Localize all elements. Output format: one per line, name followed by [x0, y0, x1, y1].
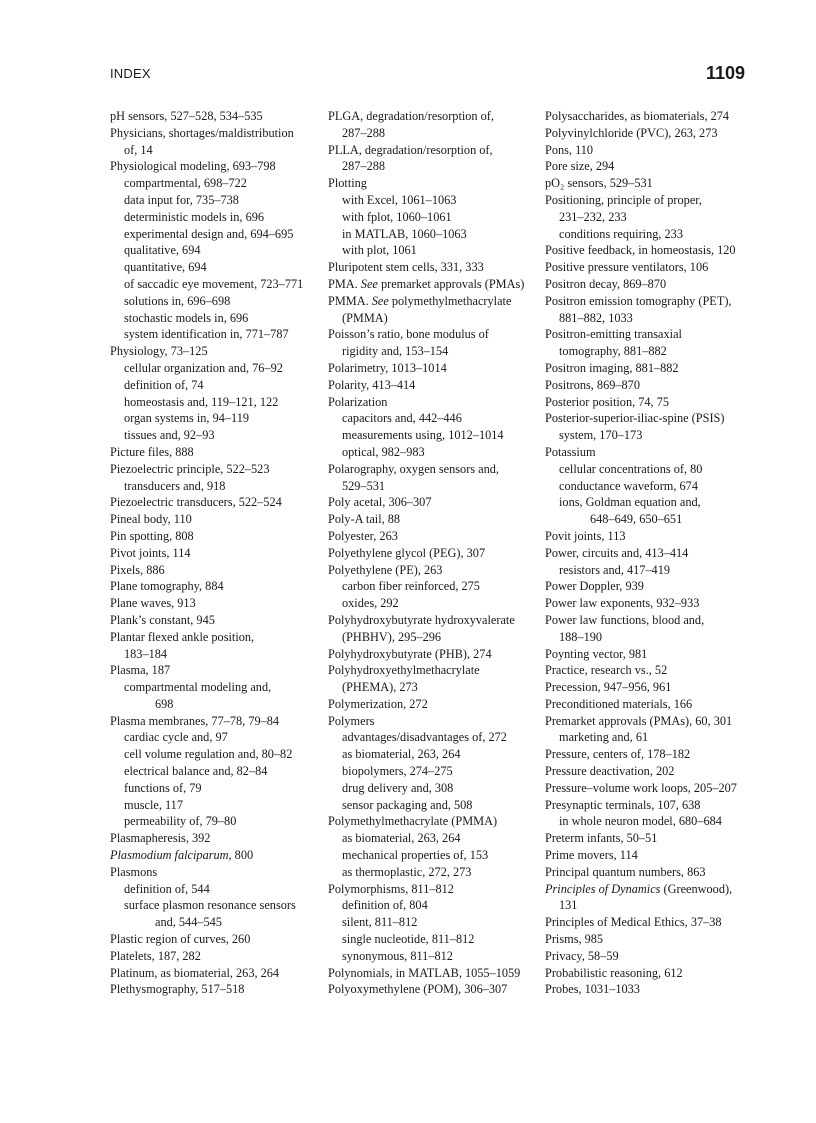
index-entry: Plasmons [110, 864, 158, 879]
index-subentry: system, 170–173 [559, 428, 643, 443]
index-subentry: definition of, 804 [342, 898, 428, 913]
index-subentry: tomography, 881–882 [559, 344, 667, 359]
index-entry: Plotting [328, 176, 367, 191]
index-column-3 [545, 108, 750, 998]
index-entry: Polyester, 263 [328, 528, 398, 543]
index-subentry: tissues and, 92–93 [124, 428, 215, 443]
index-entry: Power law functions, blood and, [545, 612, 705, 627]
index-subentry: and, 544–545 [155, 915, 222, 930]
index-entry: Polarography, oxygen sensors and, [328, 461, 499, 476]
index-entry: Polarization [328, 394, 388, 409]
index-entry: Positive pressure ventilators, 106 [545, 260, 709, 275]
index-subentry: conditions requiring, 233 [559, 226, 683, 241]
index-subentry: conductance waveform, 674 [559, 478, 698, 493]
index-entry: Positron imaging, 881–882 [545, 360, 679, 375]
index-entry: Platinum, as biomaterial, 263, 264 [110, 965, 280, 980]
index-entry: Polynomials, in MATLAB, 1055–1059 [328, 965, 521, 980]
index-subentry: 648–649, 650–651 [590, 512, 683, 527]
index-entry: PMA. See premarket approvals (PMAs) [328, 276, 525, 291]
index-column-2 [328, 108, 533, 998]
index-subentry: synonymous, 811–812 [342, 948, 453, 963]
index-subentry: 183–184 [124, 646, 168, 661]
index-subentry: definition of, 74 [124, 377, 204, 392]
index-subentry: cardiac cycle and, 97 [124, 730, 228, 745]
index-subentry: cellular organization and, 76–92 [124, 360, 283, 375]
index-subentry: as thermoplastic, 272, 273 [342, 864, 472, 879]
index-subentry: of saccadic eye movement, 723–771 [124, 276, 304, 291]
index-entry: Positive feedback, in homeostasis, 120 [545, 243, 736, 258]
index-subentry: (PHEMA), 273 [342, 680, 418, 695]
index-entry: Pivot joints, 114 [110, 545, 191, 560]
index-entry: Polyhydroxybutyrate hydroxyvalerate [328, 612, 515, 627]
index-subentry: in MATLAB, 1060–1063 [342, 226, 467, 241]
index-subentry: drug delivery and, 308 [342, 780, 454, 795]
index-subentry: of, 14 [124, 142, 153, 157]
index-entry: Potassium [545, 444, 596, 459]
index-entry: Plasma membranes, 77–78, 79–84 [110, 713, 280, 728]
index-subentry: electrical balance and, 82–84 [124, 764, 268, 779]
index-entry: Power law exponents, 932–933 [545, 596, 700, 611]
index-entry: Prime movers, 114 [545, 848, 638, 863]
index-subentry: 131 [559, 898, 578, 913]
index-entry: Pressure deactivation, 202 [545, 764, 675, 779]
index-subentry: 881–882, 1033 [559, 310, 633, 325]
index-entry: Power Doppler, 939 [545, 579, 644, 594]
index-subentry: deterministic models in, 696 [124, 209, 265, 224]
index-entry: Poynting vector, 981 [545, 646, 648, 661]
index-entry: Posterior position, 74, 75 [545, 394, 669, 409]
index-subentry: 231–232, 233 [559, 209, 627, 224]
index-subentry: marketing and, 61 [559, 730, 649, 745]
index-entry: Piezoelectric transducers, 522–524 [110, 495, 282, 510]
index-entry: Plane tomography, 884 [110, 579, 224, 594]
index-entry: Plantar flexed ankle position, [110, 629, 255, 644]
index-subentry: sensor packaging and, 508 [342, 797, 473, 812]
index-entry: Povit joints, 113 [545, 528, 626, 543]
index-column-1 [110, 108, 315, 998]
index-entry: Presynaptic terminals, 107, 638 [545, 797, 701, 812]
index-subentry: cellular concentrations of, 80 [559, 461, 703, 476]
index-entry: pO₂ sensors, 529–531 [545, 176, 653, 191]
index-entry: Principles of Medical Ethics, 37–38 [545, 915, 722, 930]
index-subentry: permeability of, 79–80 [124, 814, 237, 829]
index-entry: PMMA. See polymethylmethacrylate [328, 293, 512, 308]
index-subentry: 529–531 [342, 478, 386, 493]
index-entry: PLLA, degradation/resorption of, [328, 142, 493, 157]
index-entry: Piezoelectric principle, 522–523 [110, 461, 270, 476]
index-subentry: definition of, 544 [124, 881, 210, 896]
index-entry: Principal quantum numbers, 863 [545, 864, 706, 879]
index-entry: Positron-emitting transaxial [545, 327, 682, 342]
index-entry: Polymethylmethacrylate (PMMA) [328, 814, 498, 829]
index-entry: Polyethylene glycol (PEG), 307 [328, 545, 486, 560]
index-entry: Premarket approvals (PMAs), 60, 301 [545, 713, 733, 728]
index-entry: Preterm infants, 50–51 [545, 831, 658, 846]
index-subentry: data input for, 735–738 [124, 192, 239, 207]
index-entry: Preconditioned materials, 166 [545, 696, 693, 711]
index-entry: Probabilistic reasoning, 612 [545, 965, 683, 980]
index-entry: Positioning, principle of proper, [545, 192, 702, 207]
index-subentry: mechanical properties of, 153 [342, 848, 489, 863]
index-entry: Physiological modeling, 693–798 [110, 159, 276, 174]
index-subentry: capacitors and, 442–446 [342, 411, 462, 426]
index-subentry: experimental design and, 694–695 [124, 226, 294, 241]
index-entry: Physicians, shortages/maldistribution [110, 125, 294, 140]
index-entry: Pore size, 294 [545, 159, 615, 174]
index-subentry: biopolymers, 274–275 [342, 764, 453, 779]
index-subentry: resistors and, 417–419 [559, 562, 671, 577]
index-entry: Polymorphisms, 811–812 [328, 881, 454, 896]
index-entry: Power, circuits and, 413–414 [545, 545, 689, 560]
index-subentry: with fplot, 1060–1061 [342, 209, 452, 224]
index-entry: Poly acetal, 306–307 [328, 495, 432, 510]
index-subentry: stochastic models in, 696 [124, 310, 249, 325]
index-subentry: 698 [155, 696, 174, 711]
index-entry: Pons, 110 [545, 142, 594, 157]
index-subentry: transducers and, 918 [124, 478, 226, 493]
index-subentry: surface plasmon resonance sensors [124, 898, 296, 913]
index-entry: Poly-A tail, 88 [328, 512, 401, 527]
index-subentry: as biomaterial, 263, 264 [342, 747, 461, 762]
index-entry: Plastic region of curves, 260 [110, 932, 251, 947]
index-entry: Polyoxymethylene (POM), 306–307 [328, 982, 508, 997]
index-subentry: optical, 982–983 [342, 444, 425, 459]
index-entry: Prisms, 985 [545, 932, 604, 947]
index-entry: Pressure–volume work loops, 205–207 [545, 780, 737, 795]
index-entry: Precession, 947–956, 961 [545, 680, 672, 695]
index-entry: Polyhydroxybutyrate (PHB), 274 [328, 646, 492, 661]
index-subentry: system identification in, 771–787 [124, 327, 289, 342]
index-subentry: with Excel, 1061–1063 [342, 192, 457, 207]
index-subentry: cell volume regulation and, 80–82 [124, 747, 293, 762]
index-subentry: measurements using, 1012–1014 [342, 428, 504, 443]
index-subentry: functions of, 79 [124, 780, 202, 795]
index-entry: Posterior-superior-iliac-spine (PSIS) [545, 411, 725, 426]
index-entry: Plane waves, 913 [110, 596, 196, 611]
index-entry: pH sensors, 527–528, 534–535 [110, 109, 263, 123]
index-entry: Pin spotting, 808 [110, 528, 194, 543]
index-subentry: in whole neuron model, 680–684 [559, 814, 722, 829]
index-entry: Positrons, 869–870 [545, 377, 640, 392]
index-subentry: single nucleotide, 811–812 [342, 932, 475, 947]
index-entry: Positron decay, 869–870 [545, 276, 667, 291]
index-entry: Pineal body, 110 [110, 512, 192, 527]
index-subentry: 188–190 [559, 629, 603, 644]
index-entry: Polymers [328, 713, 375, 728]
index-subentry: carbon fiber reinforced, 275 [342, 579, 480, 594]
index-subentry: ions, Goldman equation and, [559, 495, 701, 510]
index-subentry: compartmental, 698–722 [124, 176, 247, 191]
index-entry: PLGA, degradation/resorption of, [328, 109, 494, 123]
index-entry: Plank’s constant, 945 [110, 612, 215, 627]
running-header: INDEX [110, 66, 151, 81]
index-entry: Plasmodium falciparum, 800 [110, 848, 254, 863]
index-subentry: (PHBHV), 295–296 [342, 629, 442, 644]
index-subentry: with plot, 1061 [342, 243, 417, 258]
index-entry: Plasmapheresis, 392 [110, 831, 211, 846]
index-entry: Pressure, centers of, 178–182 [545, 747, 691, 762]
index-entry: Pluripotent stem cells, 331, 333 [328, 260, 484, 275]
index-subentry: quantitative, 694 [124, 260, 207, 275]
index-subentry: oxides, 292 [342, 596, 399, 611]
index-subentry: organ systems in, 94–119 [124, 411, 250, 426]
index-entry: Plethysmography, 517–518 [110, 982, 245, 997]
index-entry: Privacy, 58–59 [545, 948, 619, 963]
index-entry: Plasma, 187 [110, 663, 171, 678]
index-subentry: advantages/disadvantages of, 272 [342, 730, 507, 745]
index-entry: Polyvinylchloride (PVC), 263, 273 [545, 125, 718, 140]
page-number: 1109 [705, 63, 745, 83]
index-entry: Positron emission tomography (PET), [545, 293, 732, 308]
index-subentry: 287–288 [342, 159, 386, 174]
index-entry: Probes, 1031–1033 [545, 982, 640, 997]
index-entry: Polarimetry, 1013–1014 [328, 360, 447, 375]
index-subentry: solutions in, 696–698 [124, 293, 231, 308]
index-entry: Picture files, 888 [110, 444, 194, 459]
index-entry: Polyethylene (PE), 263 [328, 562, 443, 577]
index-subentry: as biomaterial, 263, 264 [342, 831, 461, 846]
index-entry: Platelets, 187, 282 [110, 948, 201, 963]
index-entry: Polarity, 413–414 [328, 377, 416, 392]
index-entry: Pixels, 886 [110, 562, 165, 577]
index-entry: Polymerization, 272 [328, 696, 428, 711]
index-entry: Polyhydroxyethylmethacrylate [328, 663, 480, 678]
index-subentry: silent, 811–812 [342, 915, 418, 930]
index-entry: Practice, research vs., 52 [545, 663, 668, 678]
index-subentry: (PMMA) [342, 310, 388, 325]
index-subentry: compartmental modeling and, [124, 680, 272, 695]
index-entry: Principles of Dynamics (Greenwood), [545, 881, 733, 896]
index-entry: Physiology, 73–125 [110, 344, 208, 359]
index-entry: Polysaccharides, as biomaterials, 274 [545, 109, 730, 123]
index-entry: Poisson’s ratio, bone modulus of [328, 327, 489, 342]
index-subentry: 287–288 [342, 125, 386, 140]
index-subentry: homeostasis and, 119–121, 122 [124, 394, 279, 409]
index-subentry: qualitative, 694 [124, 243, 201, 258]
index-subentry: rigidity and, 153–154 [342, 344, 449, 359]
index-subentry: muscle, 117 [124, 797, 183, 812]
